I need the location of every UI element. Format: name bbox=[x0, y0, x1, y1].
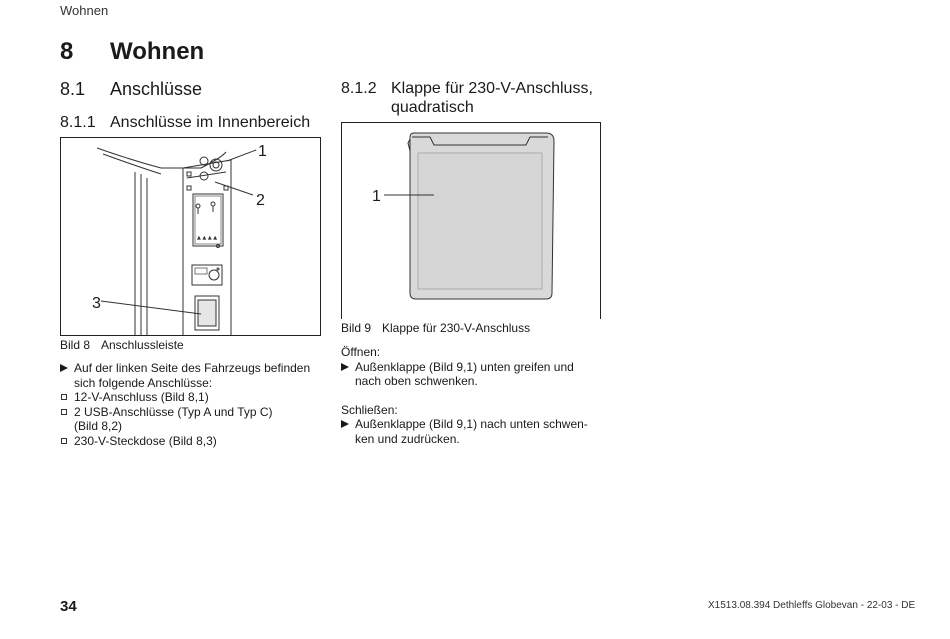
section-heading bbox=[60, 79, 202, 100]
list-item: 2 USB-Anschlüsse (Typ A und Typ C) (Bild 8,2) bbox=[60, 405, 289, 434]
subsection-number: 8.1.1 bbox=[60, 114, 96, 131]
chapter-heading bbox=[60, 38, 204, 66]
subsection-title: Anschlüsse im Innenbereich bbox=[110, 114, 311, 131]
figure8-caption-text: Anschlussleiste bbox=[101, 338, 184, 352]
close-steps bbox=[341, 417, 591, 446]
figure8-callout-2: 2 bbox=[256, 192, 265, 209]
subsection-title: Klappe für 230-V-Anschluss, bbox=[391, 80, 593, 97]
figure9-caption-text: Klappe für 230-V-Anschluss bbox=[382, 321, 531, 335]
section-title: Anschlüsse bbox=[110, 79, 203, 99]
connector-panel-illustration bbox=[61, 138, 320, 335]
chapter-number: 8 bbox=[60, 38, 74, 65]
figure-connector-panel bbox=[60, 137, 321, 336]
close-label: Schließen: bbox=[341, 402, 398, 417]
figure8-caption-number: Bild 8 bbox=[60, 338, 91, 352]
list-item: 12-V-Anschluss (Bild 8,1) bbox=[60, 390, 322, 405]
page-number: 34 bbox=[60, 598, 77, 615]
left-body bbox=[60, 361, 322, 448]
figure9-caption bbox=[341, 321, 530, 335]
open-label: Öffnen: bbox=[341, 345, 381, 359]
figure9-callout-1: 1 bbox=[372, 188, 381, 205]
figure8-callout-1: 1 bbox=[258, 143, 267, 160]
open-steps bbox=[341, 360, 591, 389]
connector-list bbox=[60, 390, 322, 448]
figure-flap bbox=[341, 122, 601, 319]
document-id: X1513.08.394 Dethleffs Globevan - 22-03 - DE bbox=[708, 600, 916, 611]
subsection-heading-right bbox=[341, 79, 593, 117]
chapter-title: Wohnen bbox=[110, 38, 205, 65]
subsection-number: 8.1.2 bbox=[341, 80, 377, 97]
left-steps bbox=[60, 361, 322, 390]
svg-text:▲ ▲ ▲ ▲: ▲ ▲ ▲ ▲ bbox=[197, 235, 218, 241]
list-item: Auf der linken Seite des Fahrzeugs befinden sich folgende Anschlüsse: bbox=[60, 361, 322, 390]
list-item: Außenklappe (Bild 9,1) nach unten schwen-ken und zudrücken. bbox=[341, 417, 591, 446]
figure9-caption-number: Bild 9 bbox=[341, 321, 372, 335]
right-body bbox=[341, 345, 591, 446]
flap-illustration bbox=[342, 123, 600, 319]
running-header: Wohnen bbox=[60, 3, 109, 18]
subsection-title-line2: quadratisch bbox=[391, 99, 474, 116]
section-number: 8.1 bbox=[60, 79, 86, 99]
list-item: Außenklappe (Bild 9,1) unten greifen und nach oben schwenken. bbox=[341, 360, 591, 389]
subsection-heading-left bbox=[60, 114, 310, 132]
figure8-callout-3: 3 bbox=[92, 295, 101, 312]
figure8-caption bbox=[60, 338, 184, 352]
list-item: 230-V-Steckdose (Bild 8,3) bbox=[60, 434, 322, 449]
